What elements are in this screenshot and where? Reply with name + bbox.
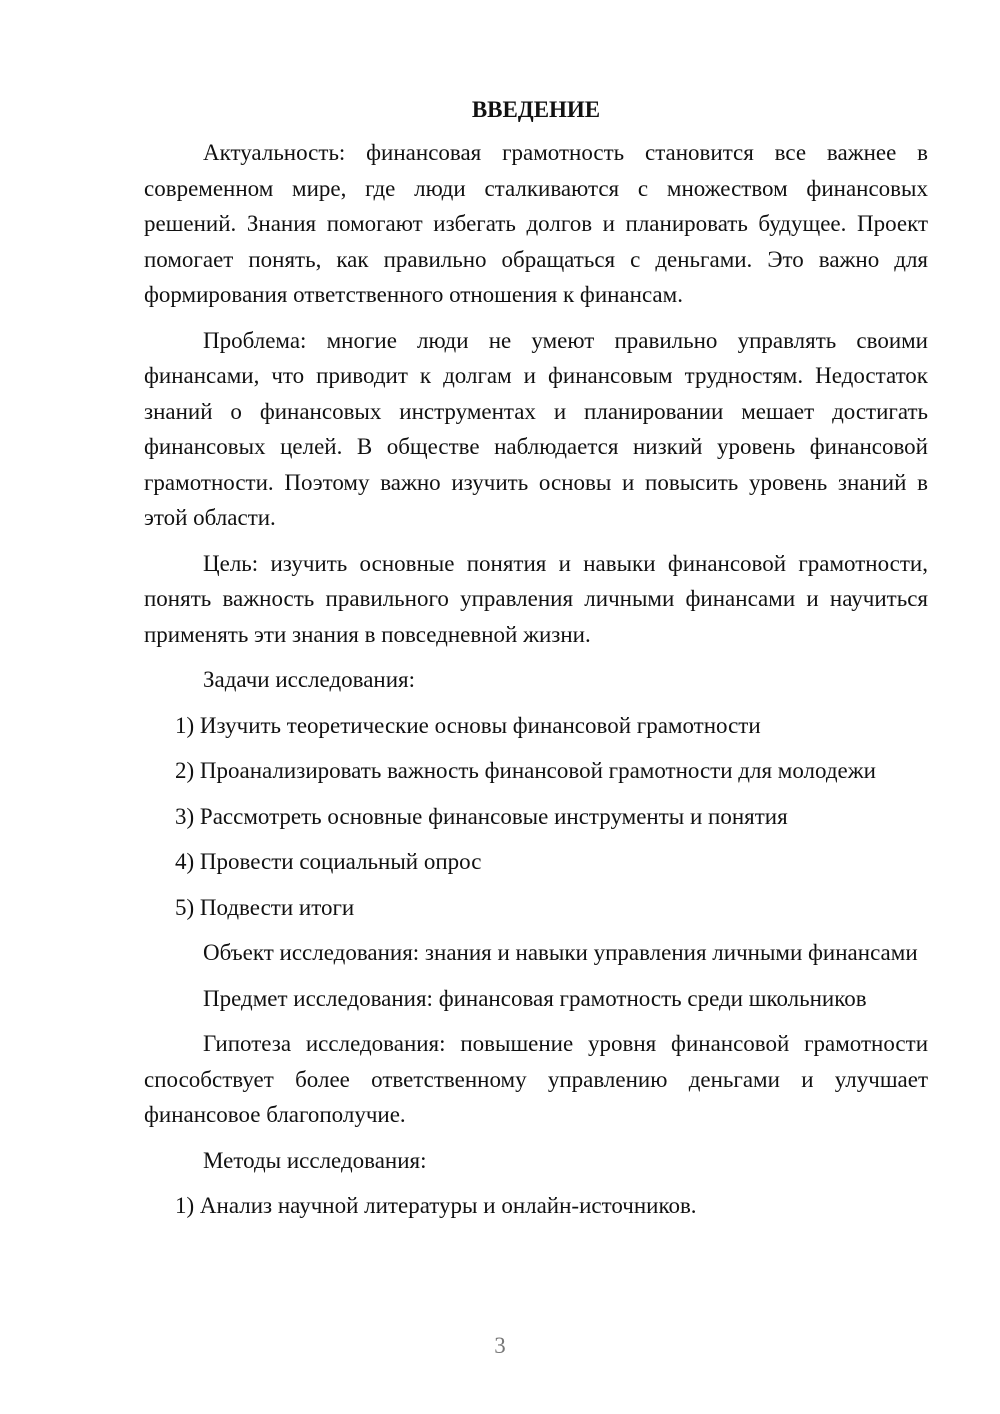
task-item: 3) Рассмотреть основные финансовые инструменты и понятия	[175, 803, 788, 829]
relevance-paragraph: Актуальность: финансовая грамотность становится все важнее в современном мире, где люди сталкиваются с множеством финансовых решений. Знания помогают избегать долгов и планировать будущее. Проект помогает понять, как правильно обращаться с деньгами. Это важно для формирования ответственного отношения к финансам.	[144, 140, 928, 307]
tasks-heading: Задачи исследования:	[203, 667, 416, 692]
hypothesis-paragraph: Гипотеза исследования: повышение уровня финансовой грамотности способствует более ответственному управлению деньгами и улучшает финансовое благополучие.	[144, 1031, 928, 1127]
method-item: 1) Анализ научной литературы и онлайн-источников.	[175, 1193, 697, 1218]
goal-paragraph: Цель: изучить основные понятия и навыки финансовой грамотности, понять важность правильного управления личными финансами и научиться применять эти знания в повседневной жизни.	[144, 550, 928, 647]
document-page	[144, 95, 928, 1234]
task-item: 5) Подвести итоги	[175, 894, 355, 920]
task-item: 1) Изучить теоретические основы финансовой грамотности	[175, 712, 761, 738]
methods-heading: Методы исследования:	[203, 1147, 427, 1173]
task-item: 2) Проанализировать важность финансовой грамотности для молодежи	[175, 758, 876, 783]
subject-paragraph: Предмет исследования: финансовая грамотность среди школьников	[203, 985, 867, 1011]
object-paragraph: Объект исследования: знания и навыки управления личными финансами	[203, 940, 918, 965]
section-title: ВВЕДЕНИЕ	[471, 97, 601, 122]
problem-paragraph: Проблема: многие люди не умеют правильно управлять своими финансами, что приводит к долгам и финансовым трудностям. Недостаток знаний о финансовых инструментах и планировании мешает достигать финансовых целей. В обществе наблюдается низкий уровень финансовой грамотности. Поэтому важно изучить основы и повысить уровень знаний в этой области.	[144, 327, 928, 530]
page-number: 3	[494, 1333, 506, 1358]
task-item: 4) Провести социальный опрос	[175, 849, 482, 874]
